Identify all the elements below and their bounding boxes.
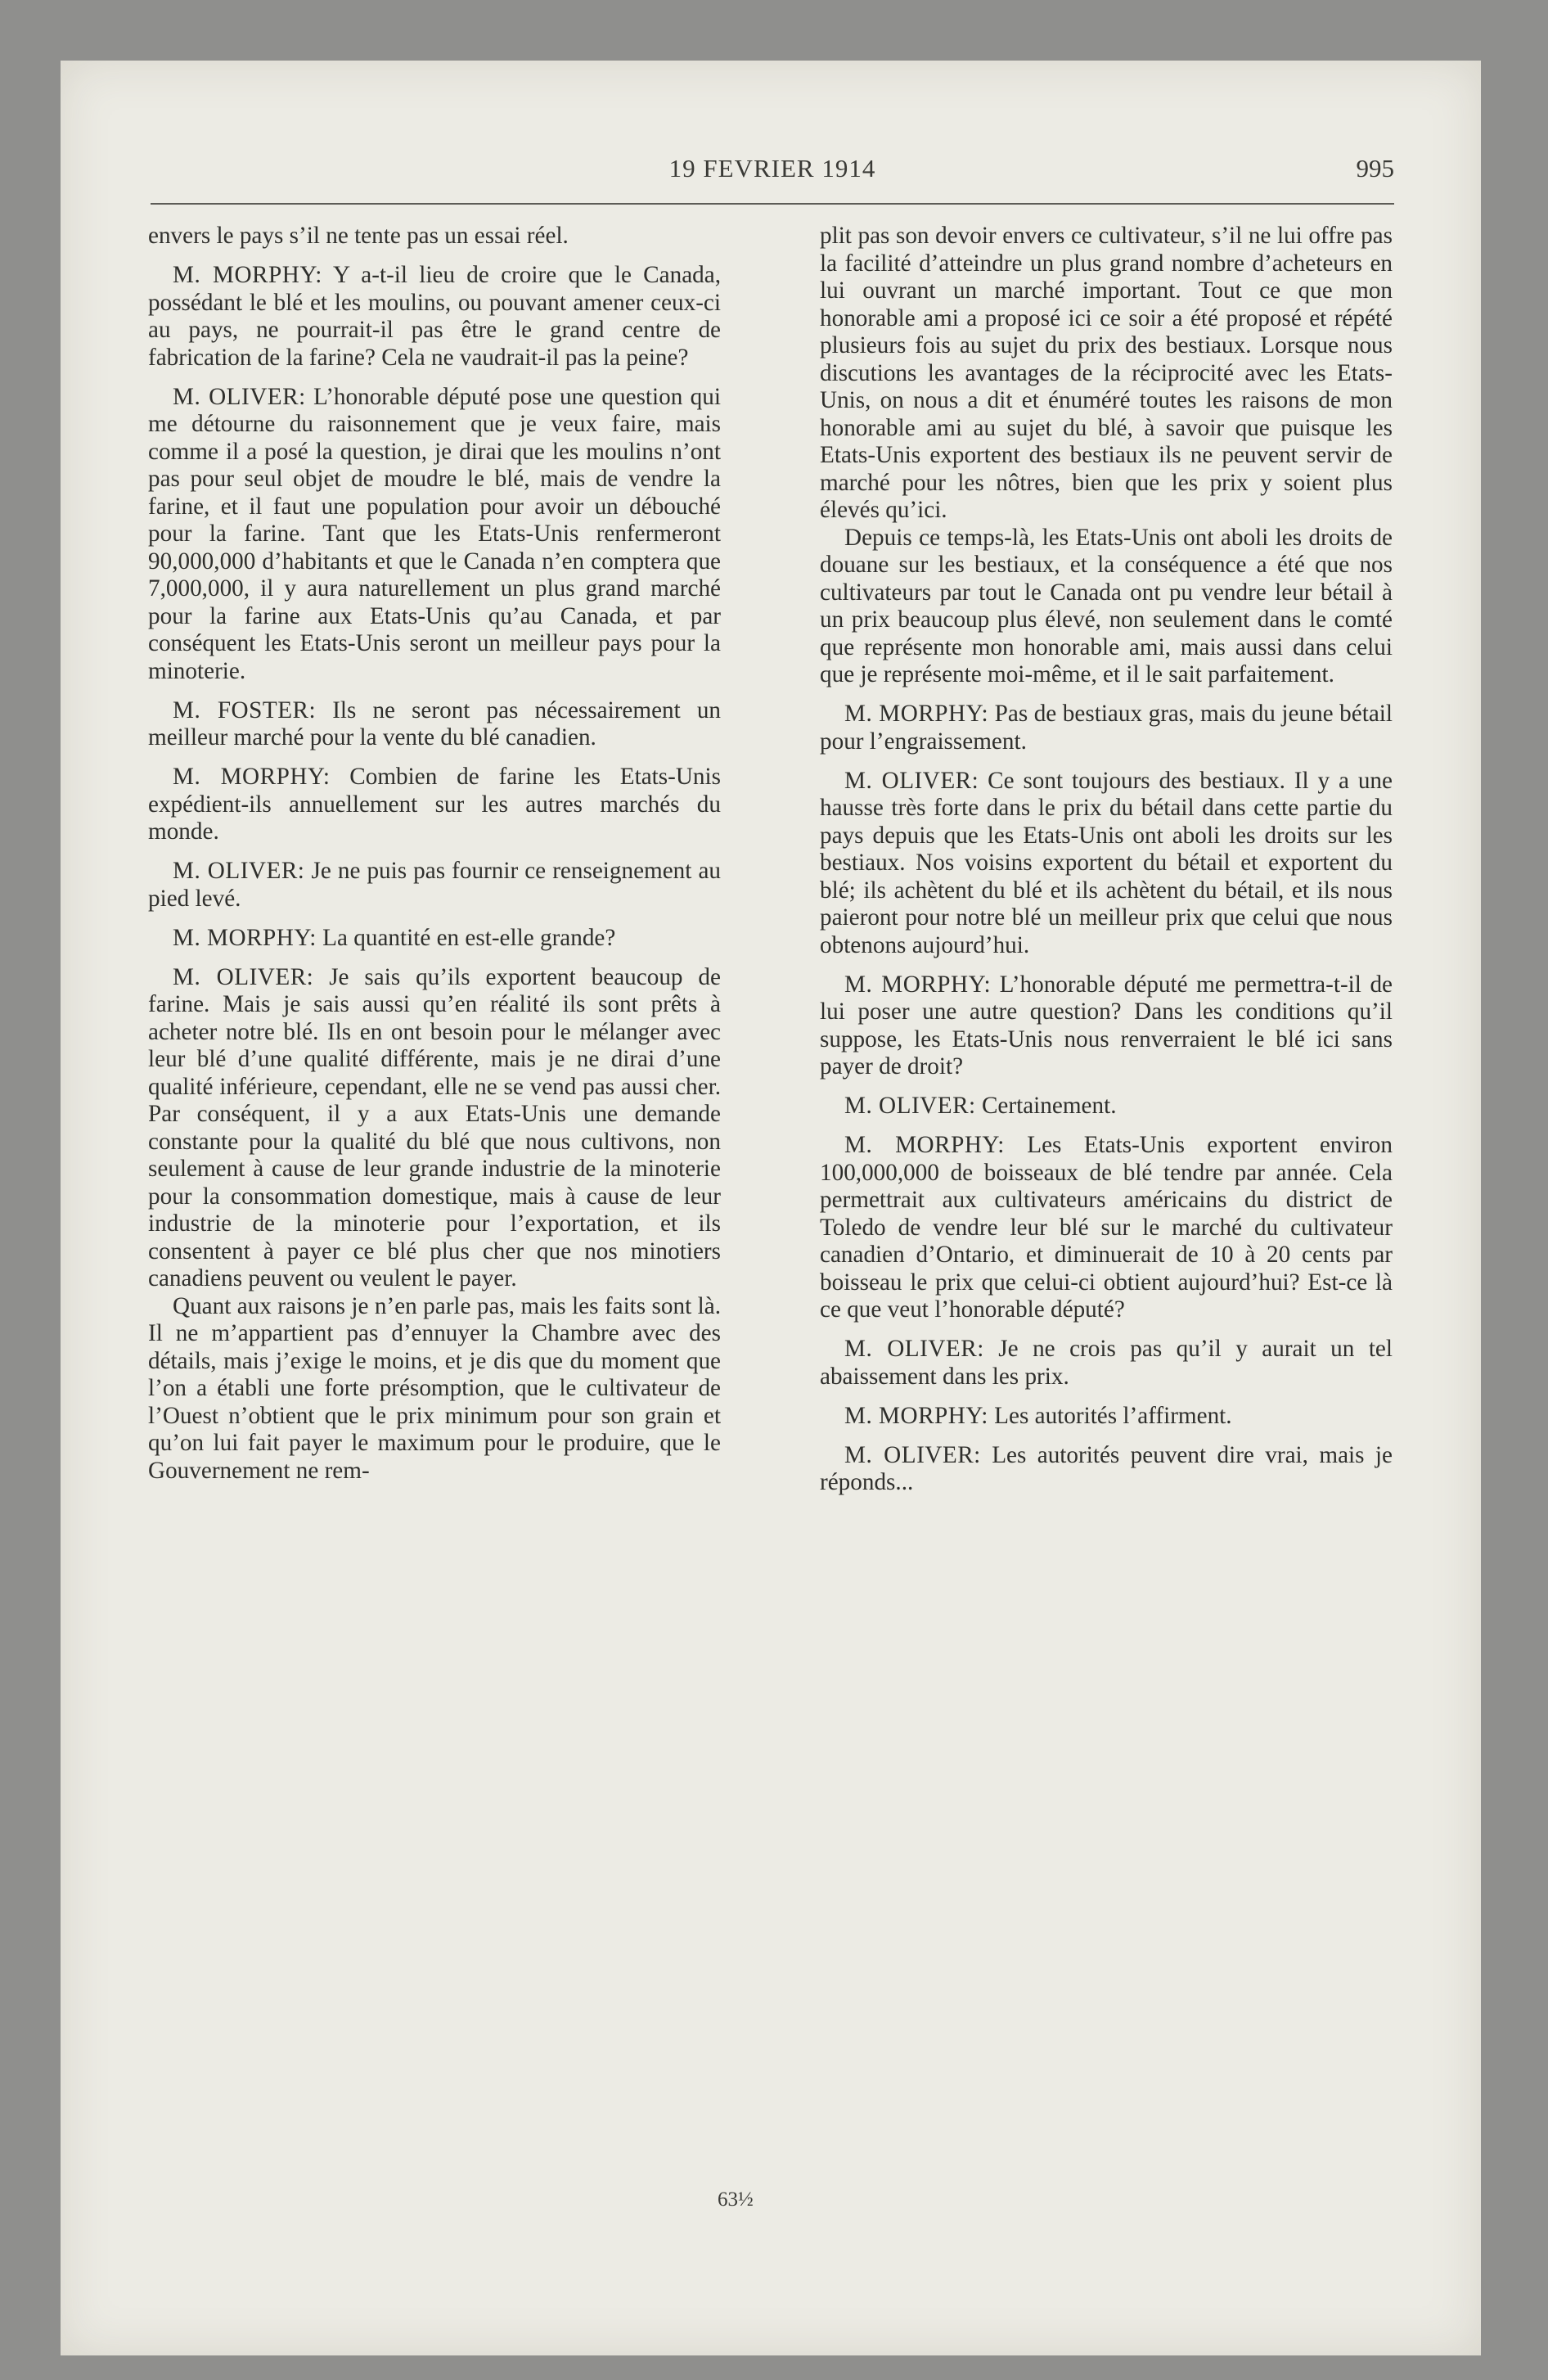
paragraph (148, 1293, 721, 1485)
paragraph-text: Certainement. (981, 1093, 1117, 1119)
paragraph (148, 223, 721, 250)
paragraph (820, 1132, 1393, 1324)
speaker-name: M. OLIVER: (844, 1336, 984, 1362)
paragraph-text: Ce sont toujours des bestiaux. Il y a une hausse très forte dans le prix du bétail dans cette partie du pays depuis que les Etats-Unis ont aboli les droits sur les bestiaux. Nos voisins exportent du bétail et exportent du blé; ils achètent du blé et ils achètent du bétail, et ils nous paieront pour notre blé un meilleur prix que celui que nous obtenons aujourd’hui. (820, 767, 1393, 958)
paragraph (820, 1336, 1393, 1391)
paragraph (820, 701, 1393, 755)
paragraph (148, 262, 721, 372)
paragraph (148, 925, 721, 953)
speaker-name: M. OLIVER: (173, 858, 305, 884)
paragraph (148, 764, 721, 846)
right-column (820, 223, 1393, 1508)
paragraph-text: Combien de farine les Etats-Unis expédient-ils annuellement sur les autres marchés du monde. (148, 764, 721, 845)
paragraph (820, 1403, 1393, 1431)
paragraph-text: Les Etats-Unis exportent environ 100,000,000 de boisseaux de blé tendre par année. Cela permettrait aux cultivateurs américains du district de Toledo de vendre leur blé sur le marché du cultivateur canadien d’Ontario, et diminuerait de 10 à 20 cents par boisseau le prix que celui-ci obtient aujourd’hui? Est-ce là ce que veut l’honorable député? (820, 1132, 1393, 1323)
speaker-name: M. MORPHY: (844, 1402, 988, 1429)
speaker-name: M. OLIVER: (173, 383, 306, 410)
speaker-name: M. OLIVER: (844, 1441, 981, 1468)
speaker-name: M. MORPHY: (173, 262, 322, 288)
page-number: 995 (1356, 154, 1394, 183)
speaker-name: M. MORPHY: (173, 924, 317, 951)
paragraph (820, 768, 1393, 960)
paragraph (820, 1442, 1393, 1497)
paragraph (148, 384, 721, 686)
header-date: 19 FEVRIER 1914 (668, 154, 876, 183)
paragraph-text: Je ne puis pas fournir ce renseignement au pied levé. (148, 858, 721, 912)
speaker-name: M. OLIVER: (844, 1093, 976, 1119)
paragraph (148, 964, 721, 1293)
paragraph-text: Je sais qu’ils exportent beaucoup de farine. Mais je sais aussi qu’en réalité ils sont prêts à acheter notre blé. Ils en ont besoin pour le mélanger avec leur blé d’une qualité différente, mais je ne dirai d’une qualité inférieure, cependant, elle ne se vend pas aussi cher. Par conséquent, il y a aux Etats-Unis une demande constante pour la qualité du blé que nous cultivons, non seulement à cause de leur grande industrie de la minoterie pour la consommation domestique, mais à cause de leur industrie de la minoterie pour l’exportation, et ils consentent à payer ce blé plus cher que nos minotiers canadiens peuvent ou veulent le payer. (148, 963, 721, 1291)
paragraph-text: Les autorités peuvent dire vrai, mais je réponds... (820, 1441, 1393, 1495)
paragraph (148, 858, 721, 913)
paragraph (820, 971, 1393, 1081)
speaker-name: M. MORPHY: (844, 971, 992, 998)
speaker-name: M. OLIVER: (173, 963, 314, 990)
speaker-name: M. FOSTER: (173, 696, 317, 723)
paragraph-text: envers le pays s’il ne tente pas un essai réel. (148, 223, 569, 249)
left-column (148, 223, 721, 1497)
paragraph-text: Pas de bestiaux gras, mais du jeune bétail pour l’engraissement. (820, 701, 1393, 755)
paragraph-text: Depuis ce temps-là, les Etats-Unis ont aboli les droits de douane sur les bestiaux, et la conséquence a été que nos cultivateurs par tout le Canada ont pu vendre leur bétail à un prix beaucoup plus élevé, non seulement dans le comté que représente mon honorable ami, mais aussi dans celui que je représente moi-même, et il le sait parfaitement. (820, 524, 1393, 687)
header-rule (151, 203, 1394, 205)
paragraph-text: Les autorités l’affirment. (994, 1402, 1232, 1429)
paragraph (820, 223, 1393, 525)
paragraph-text: Quant aux raisons je n’en parle pas, mais les faits sont là. Il ne m’appartient pas d’ennuyer la Chambre avec des détails, mais j’exige le moins, et je dis que du moment que l’on a établi une forte présomption, que le cultivateur de l’Ouest n’obtient que le prix minimum pour son grain et qu’on lui fait payer le maximum pour le produire, que le Gouvernement ne rem- (148, 1292, 721, 1484)
paragraph-text: La quantité en est-elle grande? (322, 924, 616, 951)
paragraph-text: Y a-t-il lieu de croire que le Canada, possédant le blé et les moulins, ou pouvant amener ceux-ci au pays, ne pourrait-il pas être le grand centre de fabrication de la farine? Cela ne vaudrait-il pas la peine? (148, 262, 721, 371)
speaker-name: M. MORPHY: (844, 1132, 1005, 1158)
paragraph-text: plit pas son devoir envers ce cultivateur, s’il ne lui offre pas la facilité d’atteindre un plus grand nombre d’acheteurs en lui ouvrant un marché important. Tout ce que mon honorable ami a proposé ici ce soir a été proposé et répété plusieurs fois au sujet du prix des bestiaux. Lorsque nous discutions les avantages de la réciprocité avec les Etats-Unis, on nous a dit et énuméré toutes les raisons de mon honorable ami au sujet du blé, à savoir que puisque les Etats-Unis exportent des bestiaux ils ne peuvent servir de marché pour les nôtres, bien que les prix y soient plus élevés qu’ici. (820, 223, 1393, 523)
paragraph-text: Ils ne seront pas nécessairement un meilleur marché pour la vente du blé canadien. (148, 696, 722, 751)
speaker-name: M. MORPHY: (173, 764, 331, 790)
page-header (151, 154, 1394, 203)
paragraph (820, 525, 1393, 689)
page (61, 61, 1481, 2355)
paragraph-text: L’honorable député pose une question qui me détourne du raisonnement que je veux faire, mais comme il a posé la question, je dirai que les moulins n’ont pas pour seul objet de moudre le blé, mais de vendre la farine, et il faut une population pour avoir un débouché pour la farine. Tant que les Etats-Unis renfermeront 90,000,000 d’habitants et que le Canada n’en comptera que 7,000,000, il y aura naturellement un plus grand marché pour la farine aux Etats-Unis qu’au Canada, et par conséquent les Etats-Unis seront un meilleur pays pour la minoterie. (148, 383, 721, 684)
signature-mark: 63½ (718, 2188, 754, 2211)
speaker-name: M. MORPHY: (844, 701, 989, 727)
paragraph (820, 1093, 1393, 1120)
paragraph (148, 697, 721, 752)
speaker-name: M. OLIVER: (844, 767, 979, 794)
paragraph-text: L’honorable député me permettra-t-il de lui poser une autre question? Dans les conditions qu’il suppose, les Etats-Unis nous renverraient le blé ici sans payer de droit? (820, 971, 1393, 1080)
paragraph-text: Je ne crois pas qu’il y aurait un tel abaissement dans les prix. (820, 1336, 1393, 1390)
